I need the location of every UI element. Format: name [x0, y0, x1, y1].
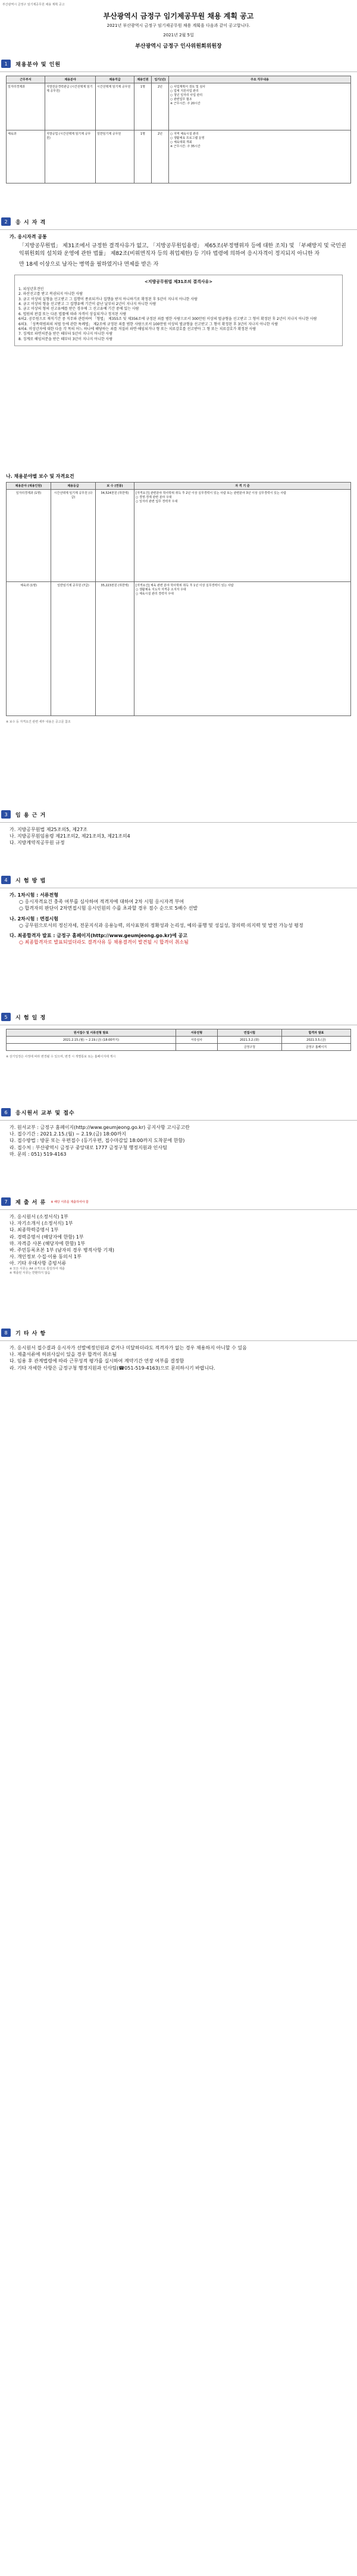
table-header: 자 격 기 준 — [134, 483, 351, 490]
doc-item: 가. 응시원서 (소정서식) 1부 — [10, 1214, 68, 1219]
section-number: 3 — [1, 810, 11, 819]
table-header: 채용직급 — [96, 76, 134, 83]
misc-line: 다. 임용 후 관계법령에 따라 근무성적 평가를 실시하여 계약기간 연장 여부를 결정함 — [10, 1358, 184, 1364]
apply-line: 마. 문의 : 051) 519-4163 — [10, 1151, 67, 1157]
table-header: 서류전형 — [176, 1029, 217, 1037]
table-header: 면접시험 — [217, 1029, 281, 1037]
box-line: 6의2. 공무원으로 재직기간 중 직무와 관련하여 「형법」 제355조 및 제356조에 규정된 죄를 범한 사람으로서 300만원 이상의 벌금형을 선고받고 그 형이 확정된 후 2년이 지나지 아니한 사람 — [18, 317, 317, 322]
doc-item: 아. 기타 우대사항 증빙서류 — [10, 1261, 67, 1267]
table-cell: 일자리경제과 — [7, 83, 45, 130]
table-cell: 금정구 홈페이지 — [281, 1044, 350, 1051]
section-number: 4 — [1, 876, 11, 884]
table-cell: 체육과 (1명) — [7, 582, 51, 716]
table-cell — [176, 1044, 217, 1051]
doc-item: ※ 제출된 서류는 반환하지 않음 — [10, 1271, 51, 1275]
box-line: 6의3. 「성폭력범죄의 처벌 등에 관한 특례법」 제2조에 규정된 죄를 범한 사람으로서 100만원 이상의 벌금형을 선고받고 그 형이 확정된 후 3년이 지나지 아니한 사람 — [18, 322, 278, 326]
table-row — [7, 1037, 351, 1044]
section-2b — [0, 471, 357, 724]
section-4 — [0, 876, 357, 945]
section-note: ※ 해당 서류를 제출하여야 함 — [51, 1200, 89, 1204]
table-header: 보 수 (연봉) — [96, 483, 134, 490]
table-row — [7, 83, 351, 130]
method-detail: ○ 최종합격자로 발표되었더라도 결격사유 등 채용결격이 발견될 시 합격이 취소됨 — [19, 939, 189, 945]
section-title: 응시원서 교부 및 접수 — [15, 1110, 75, 1116]
section-header — [1, 217, 357, 226]
box-line: 7. 징계로 파면처분을 받은 때부터 5년이 지나지 아니한 사람 — [18, 332, 113, 337]
table-cell: 시간선택제 임기제 공무원 — [96, 83, 134, 130]
section-5 — [0, 1013, 357, 1059]
table-cell — [7, 1044, 176, 1051]
table-row — [7, 582, 351, 716]
doc-issuer: 부산광역시 금정구 인사위원회위원장 — [135, 43, 222, 49]
doc-item: ※ 모든 서류는 A4 규격으로 통일하여 제출 — [10, 1267, 65, 1271]
table-cell: 일자리경제과 (1명) — [7, 490, 51, 582]
doc-item: 다. 최종학력증명서 1부 — [10, 1227, 59, 1233]
qualification-table — [6, 482, 351, 716]
section-number: 5 — [1, 1013, 11, 1021]
doc-item: 바. 주민등록초본 1부 (남자의 경우 병적사항 기재) — [10, 1247, 114, 1253]
section-title: 시 험 방 법 — [15, 878, 46, 884]
note: ※ 상기일정은 사정에 따라 변경될 수 있으며, 변경 시 개별통보 또는 홈페이지에 게시 — [6, 1055, 116, 1059]
doc-item: 마. 자격증 사본 (해당자에 한함) 1부 — [10, 1240, 86, 1246]
method-detail: ○ 응시자격요건 충족 여부를 심사하여 적격자에 대하여 2차 시험 응시자격 부여 — [19, 899, 184, 905]
doc-item: 사. 개인정보 수집·이용 동의서 1부 — [10, 1254, 82, 1260]
section-number: 7 — [1, 1197, 11, 1206]
table-row — [7, 130, 351, 183]
table-cell: 2021.3.5.(금) — [281, 1037, 350, 1044]
misc-line: 라. 기타 자세한 사항은 금정구청 행정지원과 인사팀(☎051-519-4163)으로 문의하시기 바랍니다. — [10, 1365, 215, 1371]
section-title: 제 출 서 류 — [15, 1199, 46, 1206]
basis-line: 나. 지방공무원임용령 제21조의2, 제21조의3, 제21조의4 — [10, 833, 130, 839]
section-1 — [0, 60, 357, 183]
table-cell: 2021.3.2.(화) — [217, 1037, 281, 1044]
basis-line: 다. 지방계약직공무원 규정 — [10, 840, 65, 846]
table-header: 임기(년) — [152, 76, 169, 83]
table-cell: 금정구청 — [217, 1044, 281, 1051]
table-cell: 지방공업 (시간선택제 임기제 공무원) — [45, 130, 96, 183]
table-cell: 시간선택제 임기제 공무원 (다급) — [51, 490, 96, 582]
misc-line: 가. 응시원서 접수결과 응시자가 선발예정인원과 같거나 미달하더라도 적격자가 없는 경우 채용하지 아니할 수 있음 — [10, 1345, 247, 1351]
section-title: 시 험 일 정 — [15, 1015, 46, 1021]
table-cell: 일반임기제 공무원 — [96, 130, 134, 183]
top-header — [0, 2, 357, 7]
doc-item: 나. 자기소개서 (소정서식) 1부 — [10, 1221, 73, 1227]
misc-line: 나. 제출서류에 허위사실이 있을 경우 합격이 취소됨 — [10, 1352, 117, 1358]
section-number: 1 — [1, 60, 11, 68]
intro-text: 2021년 부산광역시 금정구 임기제공무원 채용 계획을 다음과 같이 공고합니다. — [107, 23, 250, 28]
subheading: 가. 응시자격 공통 — [10, 234, 47, 239]
apply-line: 다. 접수방법 : 방문 또는 우편접수 (등기우편, 접수마감일 18:00까지 도착분에 한함) — [10, 1138, 185, 1144]
intro-block — [0, 23, 357, 49]
table-cell: 체육과 — [7, 130, 45, 183]
method-detail: ○ 공무원으로서의 정신자세, 전문지식과 응용능력, 의사표현의 정확성과 논리성, 예의·품행 및 성실성, 창의력·의지력 및 발전 가능성 평정 — [19, 922, 303, 928]
table-header: 채용분야 (채용인원) — [7, 483, 51, 490]
doc-item: 라. 경력증명서 (해당자에 한함) 1부 — [10, 1234, 84, 1240]
schedule-table — [6, 1029, 351, 1051]
doc-date: 2021년 2월 5일 — [163, 33, 194, 38]
section-2 — [0, 217, 357, 352]
table-header: 채용등급 — [51, 483, 96, 490]
basis-line: 가. 지방공무원법 제25조의5, 제27조 — [10, 827, 87, 832]
table-header: 근무부서 — [7, 76, 45, 83]
box-line: 3. 금고 이상의 실형을 선고받고 그 집행이 종료되거나 집행을 받지 아니하기로 확정된 후 5년이 지나지 아니한 사람 — [18, 297, 198, 301]
method-line: 가. 1차시험 : 서류전형 — [10, 892, 58, 898]
section-header — [1, 1013, 357, 1021]
section-number: 6 — [1, 1108, 11, 1116]
table-cell: 1명 — [134, 83, 152, 130]
table-cell: 1명 — [134, 130, 152, 183]
section-6 — [0, 1108, 357, 1158]
table-row — [7, 490, 351, 582]
method-line: 다. 최종합격자 발표 : 금정구 홈페이지(http://www.geumjeong.go.kr)에 공고 — [10, 932, 188, 938]
title-block — [0, 11, 357, 21]
table-cell: 34,524천원 (하한액) — [96, 490, 134, 582]
table-cell: 2021.2.15.(월) ~ 2.19.(금) (18:00까지) — [7, 1037, 176, 1044]
section-header — [1, 1329, 357, 1337]
paragraph: 만 18세 이상으로 남자는 병역을 필하였거나 면제를 받은 자 — [19, 262, 159, 268]
box-title: <지방공무원법 제31조의 결격사유> — [144, 279, 213, 284]
table-header: 주요 직무내용 — [169, 76, 351, 83]
apply-line: 가. 원서교부 : 금정구 홈페이지(http://www.geumjeong.go.kr) 공지사항 고시공고란 — [10, 1125, 190, 1130]
table-cell: 지방전문경력관급 (시간선택제 임기제 공무원) — [45, 83, 96, 130]
table-header: 원서접수 및 서류전형 발표 — [7, 1029, 176, 1037]
disqualification-box — [14, 275, 343, 346]
recruit-table — [6, 76, 351, 183]
section-number: 2 — [1, 217, 11, 226]
method-detail: ○ 합격자의 판단이 2차면접시험 응시인원의 수를 초과할 경우 점수 순으로 5배수 선발 — [19, 906, 198, 911]
box-line: 5. 금고 이상의 형의 선고유예를 받은 경우에 그 선고유예 기간 중에 있는 사람 — [18, 307, 139, 312]
top-left-title: 부산광역시 금정구 임기제공무원 채용 계획 공고 — [2, 3, 65, 7]
table-cell: ○ 사업계획서 검토 및 심사 ○ 업체 지원사업 관리 ○ 청년 일자리 사업 관리 ○ 관련업무 협조 ※ 근무시간: 주 20시간 — [169, 83, 351, 130]
section-header — [1, 60, 357, 68]
apply-line: 나. 접수기간 : 2021.2.15.(월) ~ 2.19.(금) 18:00까지 — [10, 1131, 126, 1137]
box-line: 6의4. 미성년자에 대한 다음 각 목의 어느 하나에 해당하는 죄를 저질러 파면·해임되거나 형 또는 치료감호를 선고받아 그 형 또는 치료감호가 확정된 사람 — [18, 326, 256, 331]
section-title: 임 용 근 거 — [15, 812, 46, 819]
table-cell: 35,223천원 (하한액) — [96, 582, 134, 716]
table-header: 채용인원 — [134, 76, 152, 83]
section-number: 8 — [1, 1329, 11, 1337]
section-title: 채용분야 및 인원 — [15, 61, 61, 68]
section-header — [1, 1197, 357, 1206]
section-7 — [0, 1197, 357, 1275]
section-title: 기 타 사 항 — [15, 1330, 46, 1337]
table-cell: [자격요건] 관련분야 학사학위 취득 후 2년 이상 실무경력이 있는 사람 또는 관련분야 3년 이상 실무경력이 있는 사람 ○ 경영·경제 관련 분야 우대 ○ 일자리 관련 업무 경력자 우대 — [134, 490, 351, 582]
box-line: 4. 금고 이상의 형을 선고받고 그 집행유예 기간이 끝난 날부터 2년이 지나지 아니한 사람 — [18, 301, 156, 306]
table-cell: ○ 지역 체육시설 관리 ○ 생활체육 프로그램 운영 ○ 체육대회 개최 ※ 근무시간: 주 35시간 — [169, 130, 351, 183]
table-cell: 2년 — [152, 130, 169, 183]
doc-title: 부산광역시 금정구 임기제공무원 채용 계획 공고 — [103, 12, 254, 20]
section-header — [1, 876, 357, 884]
table-cell: 일반임기제 공무원 (7급) — [51, 582, 96, 716]
box-line: 8. 징계로 해임처분을 받은 때부터 3년이 지나지 아니한 사람 — [18, 337, 113, 341]
box-line: 1. 피성년후견인 — [18, 287, 44, 291]
note: ※ 보수 등 자격요건 관련 세부 내용은 공고문 참조 — [6, 720, 71, 724]
section-3 — [0, 810, 357, 847]
subheading: 나. 채용분야별 보수 및 자격요건 — [6, 474, 74, 479]
table-row — [7, 1044, 351, 1051]
method-line: 나. 2차시험 : 면접시험 — [10, 916, 58, 922]
section-8 — [0, 1329, 357, 1371]
table-cell: 서류심사 — [176, 1037, 217, 1044]
table-cell: 2년 — [152, 83, 169, 130]
box-line: 2. 파산선고를 받고 복권되지 아니한 사람 — [18, 292, 83, 297]
paragraph: 「지방공무원법」 제31조에서 규정한 결격사유가 없고, 「지방공무원임용령」 제65조(부정행위자 등에 대한 조치) 및 「부패방지 및 국민권익위원회의 설치와 운영에 관한 법률」 제82조(비위면직자 등의 취업제한) 등 기타 법령에 의하여 응시자격이 정지되지 아니한 자 — [19, 243, 346, 257]
table-header: 합격자 발표 — [281, 1029, 350, 1037]
section-header — [1, 1108, 357, 1116]
section-header — [1, 810, 357, 819]
section-title: 응 시 자 격 — [15, 219, 46, 226]
apply-line: 라. 접수처 : 부산광역시 금정구 중앙대로 1777 금정구청 행정지원과 인사팀 — [10, 1144, 167, 1150]
box-line: 6. 법원의 판결 또는 다른 법률에 따라 자격이 상실되거나 정지된 사람 — [18, 312, 127, 316]
table-header: 채용분야 — [45, 76, 96, 83]
table-cell: [자격요건] 체육 관련 분야 학사학위 취득 후 1년 이상 실무경력이 있는 사람 ○ 생활체육 지도자 자격증 소지자 우대 ○ 체육시설 관리 경력자 우대 — [134, 582, 351, 716]
